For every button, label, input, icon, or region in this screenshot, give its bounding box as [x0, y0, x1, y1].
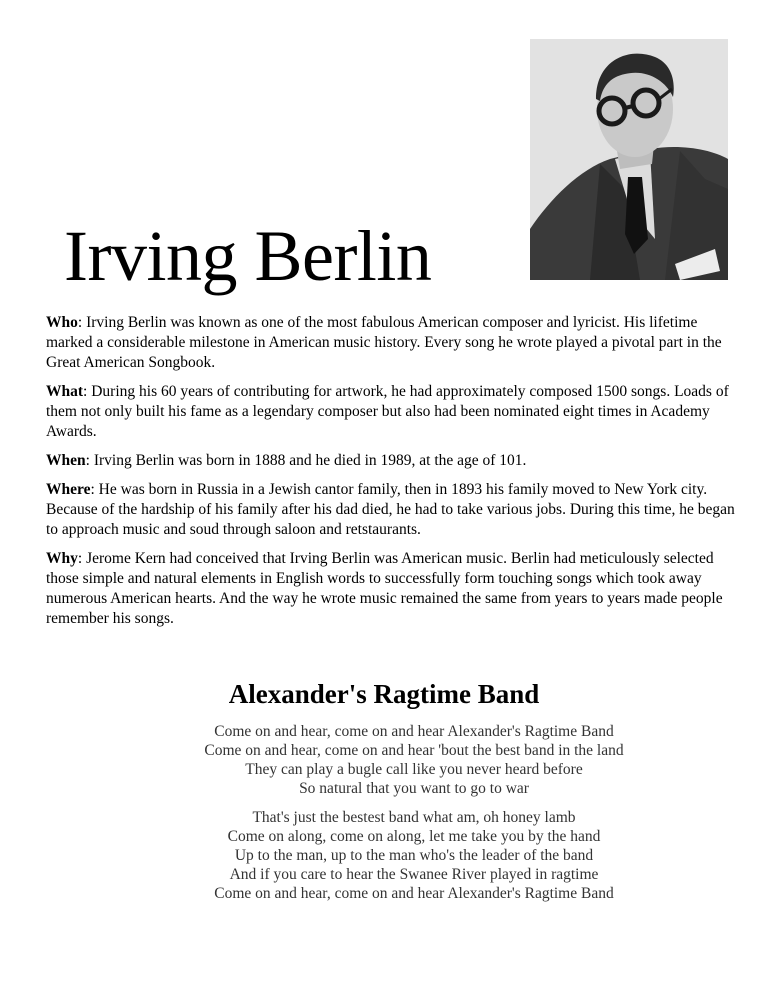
bio-text: Jerome Kern had conceived that Irving Berlin was American music. Berlin had meticulously selected those simple and natural elements in English words to successfully form touching songs which took away numerous American hearts. And the way he wrote music remained the same from years to years made people remember his songs. [46, 550, 723, 627]
lyric-line: And if you care to hear the Swanee River played in ragtime [229, 866, 599, 883]
lyric-line: Come on and hear, come on and hear Alexander's Ragtime Band [214, 723, 614, 740]
bio-where: Where: He was born in Russia in a Jewish cantor family, then in 1893 his family moved to New York city. Because of the hardship of his family after his dad died, he had to take various jobs. During this time, he began to approach music and soud through saloon and retstaurants. [46, 481, 735, 538]
lyric-line: Come on and hear, come on and hear Alexander's Ragtime Band [214, 885, 614, 902]
bio-why: Why: Jerome Kern had conceived that Irving Berlin was American music. Berlin had meticulously selected those simple and natural elements in English words to successfully form touching songs which took away numerous American hearts. And the way he wrote music remained the same from years to years made people remember his songs. [46, 550, 723, 627]
portrait-photo [530, 39, 728, 280]
bio-label: Where [46, 481, 91, 498]
song-title: Alexander's Ragtime Band [228, 679, 540, 709]
bio-text: During his 60 years of contributing for artwork, he had approximately composed 1500 songs. Loads of them not only built his fame as a legendary composer but also had been nominated eight times in Academy Awards. [46, 383, 729, 440]
lyric-line: Up to the man, up to the man who's the leader of the band [234, 847, 594, 864]
bio-label: Why [46, 550, 78, 567]
bio-text: He was born in Russia in a Jewish cantor family, then in 1893 his family moved to New York city. Because of the hardship of his family after his dad died, he had to take various jobs. During this time, he began to approach music and soud through saloon and retstaurants. [46, 481, 735, 538]
bio-text: Irving Berlin was born in 1888 and he died in 1989, at the age of 101. [93, 452, 527, 469]
lyric-line: Come on and hear, come on and hear 'bout the best band in the land [204, 742, 624, 759]
portrait-icon [530, 39, 728, 280]
bio-label: When [46, 452, 86, 469]
page-title: Irving Berlin [64, 216, 432, 296]
biography [46, 313, 736, 638]
lyric-line: They can play a bugle call like you never heard before [245, 761, 583, 778]
lyric-line: So natural that you want to go to war [299, 780, 529, 797]
bio-what: What: During his 60 years of contributing for artwork, he had approximately composed 1500 songs. Loads of them not only built his fame as a legendary composer but also had been nominated eight times in Academy Awards. [46, 383, 729, 440]
lyric-line: That's just the bestest band what am, oh honey lamb [252, 809, 576, 826]
lyrics-stanza-1 [0, 722, 768, 798]
bio-text: Irving Berlin was known as one of the most fabulous American composer and lyricist. His lifetime marked a considerable milestone in American music history. Every song he wrote played a pivotal part in the Great American Songbook. [46, 314, 722, 371]
bio-when: When: Irving Berlin was born in 1888 and he died in 1989, at the age of 101. [46, 452, 527, 469]
bio-label: Who [46, 314, 78, 331]
bio-who: Who: Irving Berlin was known as one of the most fabulous American composer and lyricist. His lifetime marked a considerable milestone in American music history. Every song he wrote played a pivotal part in the Great American Songbook. [46, 314, 722, 371]
lyrics-stanza-2 [0, 808, 768, 903]
lyric-line: Come on along, come on along, let me take you by the hand [227, 828, 601, 845]
bio-label: What [46, 383, 84, 400]
